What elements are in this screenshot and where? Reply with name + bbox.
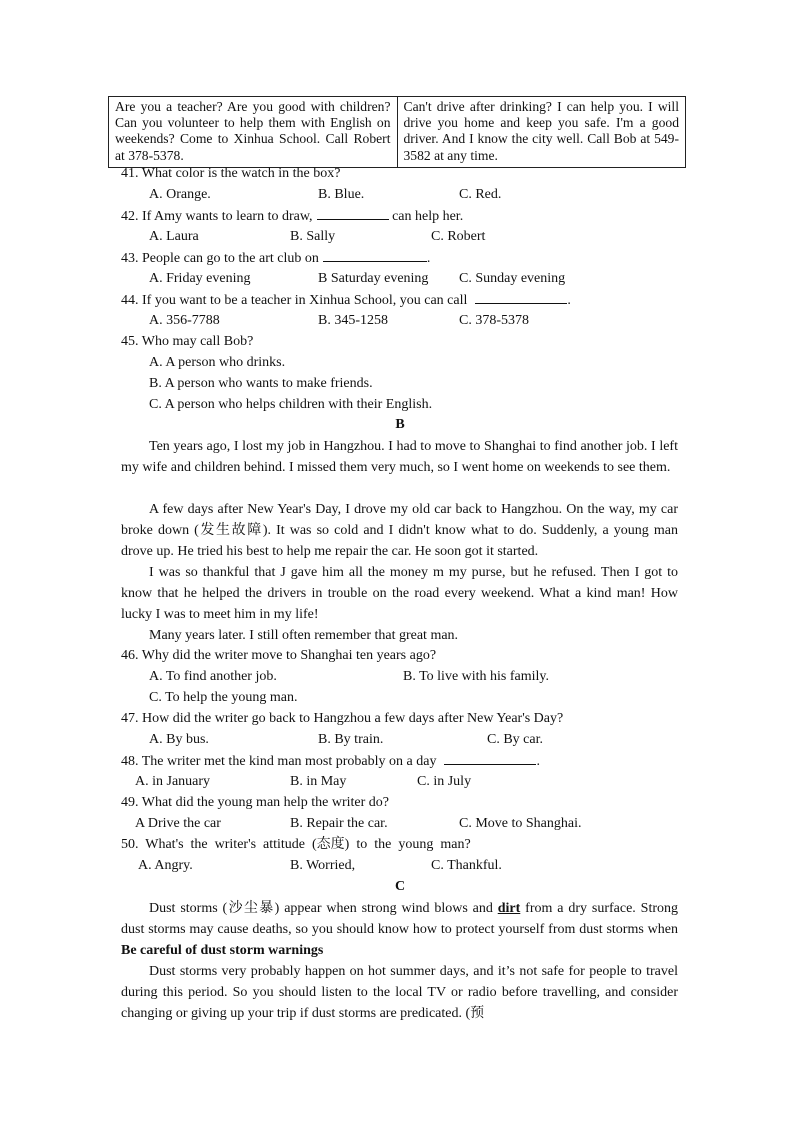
underlined-word: dirt (497, 901, 521, 916)
q42-option-a: A. Laura (149, 229, 199, 244)
q45-option-c: C. A person who helps children with their English. (149, 397, 433, 412)
question-44 (121, 291, 571, 310)
q42-option-c: C. Robert (431, 229, 486, 244)
q46-option-c: C. To help the young man. (149, 690, 298, 705)
question-48 (121, 752, 540, 771)
q45-option-a: A. A person who drinks. (149, 355, 286, 370)
q44-option-b: B. 345-1258 (318, 313, 388, 328)
bold-heading-text: Be careful of dust storm warnings (121, 943, 324, 958)
q48-text: 48. The writer met the kind man most probably on a day (121, 754, 437, 769)
passage-b-paragraph (121, 562, 678, 625)
q48-option-c: C. in July (417, 774, 472, 789)
q43-text: 43. People can go to the art club on (121, 251, 319, 266)
q43-option-c: C. Sunday evening (459, 271, 566, 286)
answer-blank (323, 249, 427, 262)
q47-option-a: A. By bus. (149, 732, 209, 747)
answer-blank (475, 291, 567, 304)
q50-option-b: B. Worried, (290, 858, 356, 873)
paragraph-text: Ten years ago, I lost my job in Hangzhou. I had to move to Shanghai to find another job. I left my wife and children behind. I missed them very much, so I went home on weekends to see them. (121, 439, 678, 475)
q47-option-c: C. By car. (487, 732, 543, 747)
q42-option-b: B. Sally (290, 229, 336, 244)
q41-option-b: B. Blue. (318, 187, 365, 202)
q44-option-c: C. 378-5378 (459, 313, 529, 328)
paragraph-text: I was so thankful that J gave him all the money m my purse, but he refused. Then I got to know that he helped the drivers in trouble on the road every weekend. What a kind man! How lucky I was to meet him in my life! (121, 565, 678, 622)
q48-option-a: A. in January (135, 774, 211, 789)
section-b-heading: B (395, 417, 405, 432)
q46-option-b: B. To live with his family. (403, 669, 550, 684)
ad-bob: Can't drive after drinking? I can help you. I will drive you home and keep you safe. I'm a good driver. And I know the city well. Call Bob at 549-3582 at any time. (397, 97, 686, 168)
paragraph-text: A few days after New Year's Day, I drove my old car back to Hangzhou. On the way, my car broke down (发生故障). It was so cold and I didn't know what to do. Suddenly, a young man drove up. He tried his best to help me repair the car. He soon got it started. (121, 502, 678, 559)
answer-blank (317, 207, 389, 220)
q42-text-end: can help her. (392, 209, 464, 224)
q49-option-a: A Drive the car (135, 816, 221, 831)
q47-option-b: B. By train. (318, 732, 384, 747)
q43-option-a: A. Friday evening (149, 271, 251, 286)
q45-option-b: B. A person who wants to make friends. (149, 376, 373, 391)
passage-c-paragraph (121, 898, 678, 961)
q41-option-a: A. Orange. (149, 187, 211, 202)
question-47: 47. How did the writer go back to Hangzhou a few days after New Year's Day? (121, 711, 564, 726)
q42-text: 42. If Amy wants to learn to draw, (121, 209, 313, 224)
q44-option-a: A. 356-7788 (149, 313, 220, 328)
q49-option-b: B. Repair the car. (290, 816, 388, 831)
question-49: 49. What did the young man help the writer do? (121, 795, 390, 810)
section-c-heading: C (394, 879, 406, 894)
paragraph-text: Dust storms (沙尘暴) appear when strong wind blows and (149, 901, 493, 916)
paragraph-text: Dust storms very probably happen on hot summer days, and it’s not safe for people to travel during this period. So you should listen to the local TV or radio before travelling, and consider changing or giving up your trip if dust storms are predicated. (预 (121, 964, 678, 1021)
question-42 (121, 207, 463, 226)
q48-text-end: . (536, 754, 540, 769)
question-41: 41. What color is the watch in the box? (121, 166, 341, 181)
q43-text-end: . (426, 251, 431, 266)
passage-b-paragraph (121, 625, 678, 646)
question-43 (121, 249, 430, 268)
q41-option-c: C. Red. (459, 187, 502, 202)
q44-text-end: . (567, 293, 571, 308)
question-45: 45. Who may call Bob? (121, 334, 254, 349)
q43-option-b: B Saturday evening (318, 271, 429, 286)
answer-blank (444, 752, 536, 765)
ads-table (108, 96, 686, 168)
question-50: 50. What's the writer's attitude (态度) to the young man? (121, 837, 471, 852)
passage-b-paragraph (121, 499, 678, 562)
q50-option-a: A. Angry. (138, 858, 193, 873)
q50-option-c: C. Thankful. (431, 858, 502, 873)
q44-text: 44. If you want to be a teacher in Xinhua School, you can call (121, 293, 468, 308)
q46-option-a: A. To find another job. (149, 669, 277, 684)
paragraph-text: from a dry surface. Strong dust storms may cause deaths, so you should know how to protect yourself from dust storms when (121, 901, 678, 937)
q49-option-c: C. Move to Shanghai. (459, 816, 582, 831)
passage-c-paragraph (121, 961, 678, 1024)
q48-option-b: B. in May (290, 774, 347, 789)
passage-b-paragraph (121, 436, 678, 478)
paragraph-text: Many years later. I still often remember that great man. (149, 628, 459, 643)
question-46: 46. Why did the writer move to Shanghai ten years ago? (121, 648, 437, 663)
ad-robert: Are you a teacher? Are you good with children? Can you volunteer to help them with English on weekends? Come to Xinhua School. Call Robert at 378-5378. (109, 97, 398, 168)
